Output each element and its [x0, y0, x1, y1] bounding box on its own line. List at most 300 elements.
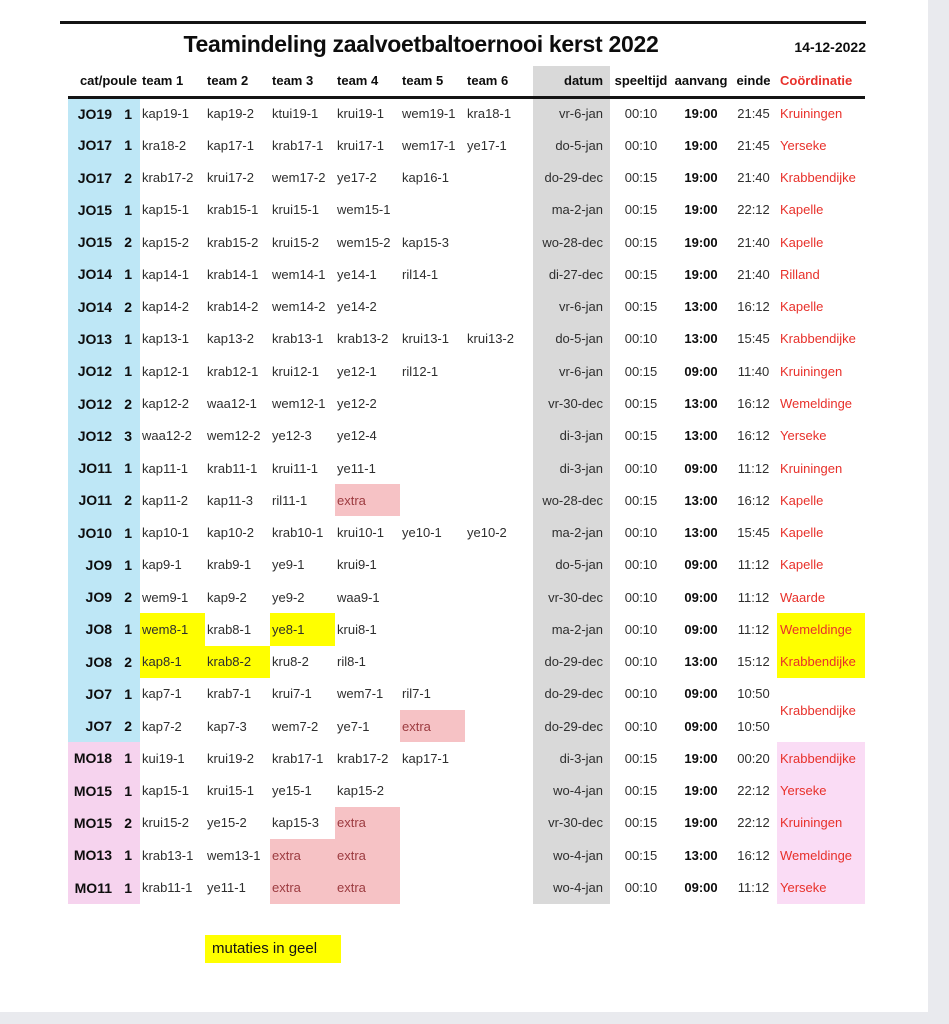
team-cell: wem19-1	[402, 106, 456, 122]
team-cell	[465, 839, 533, 871]
team-cell: ye12-4	[337, 428, 377, 444]
speeltijd-cell: 00:15	[624, 202, 658, 218]
team-cell: krab17-1	[272, 750, 324, 766]
datum-cell: ma-2-jan	[533, 613, 610, 645]
poule-cell: 1	[114, 452, 140, 484]
speeltijd-cell: 00:15	[624, 234, 658, 250]
team-cell: kap15-1	[142, 783, 189, 799]
team-cell: wem17-2	[272, 170, 326, 186]
team-cell: kap13-1	[142, 331, 189, 347]
team-cell	[465, 355, 533, 387]
datum-cell: wo-4-jan	[533, 775, 610, 807]
team-cell: ye12-2	[337, 396, 377, 412]
datum-cell: vr-6-jan	[533, 355, 610, 387]
team-cell: ye10-1	[402, 525, 442, 541]
team-cell: ye10-2	[467, 525, 507, 541]
team-cell: krab17-2	[337, 750, 389, 766]
team-cell	[465, 613, 533, 645]
team-cell: wem17-1	[402, 137, 456, 153]
speeltijd-cell: 00:10	[624, 557, 658, 573]
einde-cell: 16:12	[737, 299, 770, 315]
coordinatie-cell: Yerseke	[780, 137, 827, 153]
aanvang-cell: 19:00	[684, 783, 718, 799]
schedule-row-jo11-1	[68, 452, 865, 484]
team-cell: extra	[335, 871, 400, 903]
speeltijd-cell: 00:15	[624, 847, 658, 863]
team-cell	[400, 839, 465, 871]
poule-cell: 1	[114, 839, 140, 871]
datum-cell: do-29-dec	[533, 678, 610, 710]
datum-cell: di-3-jan	[533, 420, 610, 452]
aanvang-cell: 19:00	[684, 106, 718, 122]
team-cell: ril8-1	[337, 654, 366, 670]
speeltijd-cell: 00:15	[624, 363, 658, 379]
team-cell: krui7-1	[272, 686, 312, 702]
team-cell: kap12-2	[142, 396, 189, 412]
team-cell	[400, 581, 465, 613]
team-cell: kap15-1	[142, 202, 189, 218]
col-header-aanvang: aanvang	[672, 66, 730, 97]
speeltijd-cell: 00:10	[624, 654, 658, 670]
datum-cell: vr-30-dec	[533, 387, 610, 419]
team-cell	[400, 807, 465, 839]
team-cell: ye17-2	[337, 170, 377, 186]
team-cell: kra18-2	[142, 137, 187, 153]
team-cell	[400, 387, 465, 419]
schedule-row-mo13-1	[68, 839, 865, 871]
team-cell: extra	[270, 871, 335, 903]
schedule-row-jo17-1	[68, 129, 865, 161]
category-cell: JO10	[68, 516, 114, 548]
aanvang-cell: 09:00	[684, 621, 718, 637]
poule-cell: 1	[114, 678, 140, 710]
team-cell	[465, 581, 533, 613]
coordinatie-cell: Kruiningen	[777, 807, 865, 839]
coordinatie-cell: Kapelle	[780, 492, 824, 508]
aanvang-cell: 09:00	[684, 718, 718, 734]
col-header-cat-poule: cat/poule	[68, 66, 140, 97]
team-cell: ye15-1	[272, 783, 312, 799]
schedule-row-jo9-2	[68, 581, 865, 613]
table-header	[68, 66, 865, 97]
poule-cell: 1	[114, 97, 140, 129]
team-cell	[465, 258, 533, 290]
poule-cell: 2	[114, 710, 140, 742]
einde-cell: 16:12	[737, 492, 770, 508]
einde-cell: 10:50	[737, 718, 770, 734]
datum-cell: vr-6-jan	[533, 97, 610, 129]
poule-cell: 2	[114, 387, 140, 419]
team-cell: kap9-1	[142, 557, 182, 573]
team-cell: krui17-1	[337, 137, 384, 153]
team-cell	[400, 871, 465, 903]
team-cell: waa12-2	[142, 428, 192, 444]
coordinatie-cell: Kapelle	[780, 202, 824, 218]
einde-cell: 21:45	[737, 137, 770, 153]
team-cell: krab14-2	[207, 299, 259, 315]
category-cell: JO14	[68, 291, 114, 323]
coordinatie-cell: Krabbendijke	[780, 331, 856, 347]
team-cell: extra	[270, 839, 335, 871]
team-cell	[400, 194, 465, 226]
einde-cell: 22:12	[737, 202, 770, 218]
team-cell	[400, 452, 465, 484]
team-cell: kap15-3	[272, 815, 319, 831]
team-cell: kap7-1	[142, 686, 182, 702]
schedule-row-jo19-1	[68, 97, 865, 129]
einde-cell: 16:12	[737, 396, 770, 412]
team-cell: wem7-2	[272, 718, 319, 734]
team-cell: krab11-1	[142, 880, 193, 895]
einde-cell: 11:40	[737, 363, 770, 379]
speeltijd-cell: 00:10	[624, 718, 658, 734]
coordinatie-cell: Kruiningen	[780, 363, 843, 379]
team-cell: krab13-1	[142, 847, 194, 863]
team-cell: ril12-1	[402, 363, 439, 379]
team-cell: krab17-2	[142, 170, 194, 186]
team-cell	[465, 194, 533, 226]
datum-cell: do-5-jan	[533, 129, 610, 161]
einde-cell: 11:12	[737, 621, 770, 637]
schedule-row-jo17-2	[68, 162, 865, 194]
coordinatie-cell: Krabbendijke	[780, 170, 856, 186]
team-cell: wem7-1	[337, 686, 384, 702]
aanvang-cell: 13:00	[684, 525, 718, 541]
team-cell: krab14-1	[207, 266, 259, 282]
speeltijd-cell: 00:15	[624, 170, 658, 186]
poule-cell: 1	[114, 258, 140, 290]
datum-cell: wo-4-jan	[533, 871, 610, 903]
team-cell: kap10-2	[207, 525, 254, 541]
poule-cell: 1	[114, 323, 140, 355]
team-cell: kru8-2	[272, 654, 309, 670]
col-header-team4: team 4	[335, 66, 400, 97]
datum-cell: di-27-dec	[533, 258, 610, 290]
team-cell: kap19-2	[207, 106, 254, 122]
team-cell: krui8-1	[337, 621, 377, 637]
category-cell: JO15	[68, 194, 114, 226]
col-header-team6: team 6	[465, 66, 533, 97]
schedule-row-jo12-3	[68, 420, 865, 452]
top-rule	[60, 21, 866, 24]
speeltijd-cell: 00:10	[624, 331, 658, 347]
header-row	[68, 66, 865, 97]
datum-cell: wo-4-jan	[533, 839, 610, 871]
team-cell: extra	[335, 484, 400, 516]
team-cell: ril7-1	[402, 686, 431, 702]
aanvang-cell: 13:00	[684, 396, 718, 412]
einde-cell: 22:12	[737, 815, 770, 831]
team-cell: ktui19-1	[272, 106, 319, 122]
poule-cell: 1	[114, 775, 140, 807]
team-cell: ye8-1	[270, 613, 335, 645]
team-cell	[400, 291, 465, 323]
poule-cell: 2	[114, 807, 140, 839]
category-cell: JO7	[68, 678, 114, 710]
einde-cell: 00:20	[737, 750, 770, 766]
aanvang-cell: 19:00	[684, 750, 718, 766]
aanvang-cell: 19:00	[684, 170, 718, 186]
col-header-speeltijd: speeltijd	[610, 66, 672, 97]
aanvang-cell: 13:00	[684, 492, 718, 508]
team-cell: kap14-1	[142, 266, 189, 282]
datum-cell: do-29-dec	[533, 162, 610, 194]
aanvang-cell: 09:00	[684, 363, 718, 379]
einde-cell: 11:12	[737, 589, 770, 605]
team-cell: kap17-1	[207, 137, 254, 153]
aanvang-cell: 13:00	[684, 428, 718, 444]
category-cell: MO15	[68, 807, 114, 839]
schedule-row-jo15-2	[68, 226, 865, 258]
category-cell: JO8	[68, 613, 114, 645]
team-cell: krab8-2	[205, 646, 270, 678]
datum-cell: vr-30-dec	[533, 581, 610, 613]
category-cell: JO12	[68, 355, 114, 387]
team-cell	[465, 549, 533, 581]
aanvang-cell: 13:00	[684, 331, 718, 347]
coordinatie-cell: Krabbendijke	[780, 702, 856, 718]
category-cell: JO9	[68, 549, 114, 581]
team-cell: wem14-1	[272, 266, 326, 282]
col-header-team1: team 1	[140, 66, 205, 97]
team-cell	[400, 646, 465, 678]
coordinatie-cell: Waarde	[780, 589, 826, 605]
datum-cell: vr-6-jan	[533, 291, 610, 323]
team-cell: ye9-1	[272, 557, 305, 573]
poule-cell: 2	[114, 484, 140, 516]
category-cell: JO17	[68, 129, 114, 161]
team-cell: kui19-1	[142, 750, 185, 766]
team-cell: kap9-2	[207, 589, 247, 605]
schedule-row-jo15-1	[68, 194, 865, 226]
team-cell	[465, 710, 533, 742]
coordinatie-cell: Rilland	[780, 266, 820, 282]
schedule-row-jo10-1	[68, 516, 865, 548]
datum-cell: ma-2-jan	[533, 194, 610, 226]
category-cell: JO11	[68, 452, 114, 484]
poule-cell: 1	[114, 355, 140, 387]
team-cell: krab13-1	[272, 331, 324, 347]
team-cell: krui19-2	[207, 750, 254, 766]
poule-cell: 1	[114, 549, 140, 581]
team-cell: krui15-1	[272, 202, 319, 218]
team-cell: ye11-1	[337, 460, 376, 476]
coordinatie-cell: Krabbendijke	[777, 646, 865, 678]
poule-cell: 3	[114, 420, 140, 452]
speeltijd-cell: 00:15	[624, 492, 658, 508]
team-cell: krab13-2	[337, 331, 389, 347]
poule-cell: 2	[114, 226, 140, 258]
schedule-table	[68, 66, 865, 904]
aanvang-cell: 13:00	[684, 299, 718, 315]
aanvang-cell: 09:00	[684, 589, 718, 605]
team-cell	[465, 226, 533, 258]
category-cell: JO11	[68, 484, 114, 516]
aanvang-cell: 13:00	[684, 847, 718, 863]
team-cell: krab11-1	[207, 460, 258, 476]
team-cell: waa9-1	[337, 589, 380, 605]
team-cell	[465, 678, 533, 710]
team-cell: kap19-1	[142, 106, 189, 122]
poule-cell: 1	[114, 871, 140, 903]
team-cell: krab8-1	[207, 621, 252, 637]
speeltijd-cell: 00:15	[624, 299, 658, 315]
coordinatie-cell: Krabbendijke	[777, 742, 865, 774]
team-cell: krab9-1	[207, 557, 252, 573]
team-cell: krab12-1	[207, 363, 259, 379]
aanvang-cell: 09:00	[684, 686, 718, 702]
team-cell: extra	[335, 807, 400, 839]
team-cell: extra	[400, 710, 465, 742]
aanvang-cell: 19:00	[684, 202, 718, 218]
col-header-team2: team 2	[205, 66, 270, 97]
speeltijd-cell: 00:10	[624, 589, 658, 605]
team-cell: krui15-1	[207, 783, 254, 799]
team-cell: ye12-3	[272, 428, 312, 444]
col-header-datum: datum	[533, 66, 610, 97]
team-cell: wem14-2	[272, 299, 326, 315]
team-cell: wem13-1	[207, 847, 261, 863]
coordinatie-cell: Wemeldinge	[777, 839, 865, 871]
speeltijd-cell: 00:10	[624, 525, 658, 541]
team-cell	[465, 387, 533, 419]
einde-cell: 21:40	[737, 170, 770, 186]
team-cell: extra	[335, 839, 400, 871]
team-cell: kap10-1	[142, 525, 189, 541]
poule-cell: 1	[114, 516, 140, 548]
datum-cell: ma-2-jan	[533, 516, 610, 548]
team-cell	[465, 742, 533, 774]
poule-cell: 1	[114, 129, 140, 161]
category-cell: JO7	[68, 710, 114, 742]
speeltijd-cell: 00:10	[624, 686, 658, 702]
team-cell: krui10-1	[337, 525, 384, 541]
team-cell: ye14-2	[337, 299, 377, 315]
einde-cell: 15:45	[737, 525, 770, 541]
aanvang-cell: 19:00	[684, 234, 718, 250]
category-cell: MO15	[68, 775, 114, 807]
einde-cell: 15:45	[737, 331, 770, 347]
team-cell	[400, 420, 465, 452]
datum-cell: vr-30-dec	[533, 807, 610, 839]
einde-cell: 11:12	[737, 880, 770, 895]
team-cell: krui15-2	[142, 815, 189, 831]
team-cell: ril14-1	[402, 266, 439, 282]
category-cell: JO9	[68, 581, 114, 613]
team-cell: krui19-1	[337, 106, 384, 122]
team-cell: ye14-1	[337, 266, 377, 282]
speeltijd-cell: 00:15	[624, 266, 658, 282]
col-header-team5: team 5	[400, 66, 465, 97]
team-cell: waa12-1	[207, 396, 257, 412]
team-cell: ye12-1	[337, 363, 377, 379]
team-cell: kap11-3	[207, 492, 254, 508]
document-date: 14-12-2022	[794, 39, 866, 55]
einde-cell: 16:12	[737, 428, 770, 444]
team-cell	[400, 549, 465, 581]
category-cell: JO8	[68, 646, 114, 678]
coordinatie-cell: Kapelle	[780, 299, 824, 315]
team-cell: kap14-2	[142, 299, 189, 315]
col-header-einde: einde	[730, 66, 777, 97]
coordinatie-cell: Kapelle	[780, 234, 824, 250]
team-cell: kra18-1	[467, 106, 512, 122]
mutations-note: mutaties in geel	[205, 935, 341, 963]
coordinatie-cell: Yerseke	[777, 871, 865, 903]
team-cell: ye17-1	[467, 137, 507, 153]
team-cell	[400, 484, 465, 516]
coordinatie-cell: Yerseke	[777, 775, 865, 807]
einde-cell: 15:12	[737, 654, 770, 670]
datum-cell: wo-28-dec	[533, 226, 610, 258]
col-header-team3: team 3	[270, 66, 335, 97]
einde-cell: 21:45	[737, 106, 770, 122]
team-cell	[465, 646, 533, 678]
team-cell: krab17-1	[272, 137, 324, 153]
team-cell: krui9-1	[337, 557, 377, 573]
datum-cell: wo-28-dec	[533, 484, 610, 516]
team-cell: wem15-2	[337, 234, 391, 250]
datum-cell: di-3-jan	[533, 742, 610, 774]
einde-cell: 11:12	[737, 557, 770, 573]
category-cell: JO12	[68, 387, 114, 419]
speeltijd-cell: 00:15	[624, 428, 658, 444]
category-cell: JO13	[68, 323, 114, 355]
schedule-row-jo14-1	[68, 258, 865, 290]
poule-cell: 1	[114, 742, 140, 774]
aanvang-cell: 19:00	[684, 815, 718, 831]
speeltijd-cell: 00:10	[624, 880, 658, 895]
schedule-row-mo11-1	[68, 871, 865, 903]
coordinatie-cell: Wemeldinge	[777, 613, 865, 645]
team-cell: krui13-2	[467, 331, 514, 347]
poule-cell: 2	[114, 291, 140, 323]
team-cell: kap17-1	[402, 750, 449, 766]
schedule-row-jo13-1	[68, 323, 865, 355]
team-cell	[465, 807, 533, 839]
schedule-row-jo9-1	[68, 549, 865, 581]
table-body	[68, 97, 865, 904]
einde-cell: 10:50	[737, 686, 770, 702]
schedule-row-jo12-2	[68, 387, 865, 419]
team-cell	[465, 775, 533, 807]
speeltijd-cell: 00:15	[624, 396, 658, 412]
team-cell: kap11-2	[142, 492, 189, 508]
poule-cell: 2	[114, 581, 140, 613]
schedule-row-jo8-2	[68, 646, 865, 678]
coordinatie-cell: Yerseke	[780, 428, 827, 444]
team-cell: wem9-1	[142, 589, 189, 605]
einde-cell: 11:12	[737, 460, 770, 476]
poule-cell: 2	[114, 646, 140, 678]
team-cell	[465, 420, 533, 452]
speeltijd-cell: 00:15	[624, 750, 658, 766]
speeltijd-cell: 00:10	[624, 106, 658, 122]
poule-cell: 2	[114, 162, 140, 194]
aanvang-cell: 13:00	[684, 654, 718, 670]
schedule-row-jo14-2	[68, 291, 865, 323]
schedule-row-mo15-2	[68, 807, 865, 839]
category-cell: MO11	[68, 871, 114, 903]
aanvang-cell: 09:00	[684, 880, 718, 895]
coordinatie-cell: Kapelle	[780, 525, 824, 541]
category-cell: JO12	[68, 420, 114, 452]
team-cell: kap12-1	[142, 363, 189, 379]
datum-cell: do-29-dec	[533, 710, 610, 742]
team-cell: wem12-2	[207, 428, 261, 444]
team-cell: kap8-1	[140, 646, 205, 678]
category-cell: JO19	[68, 97, 114, 129]
